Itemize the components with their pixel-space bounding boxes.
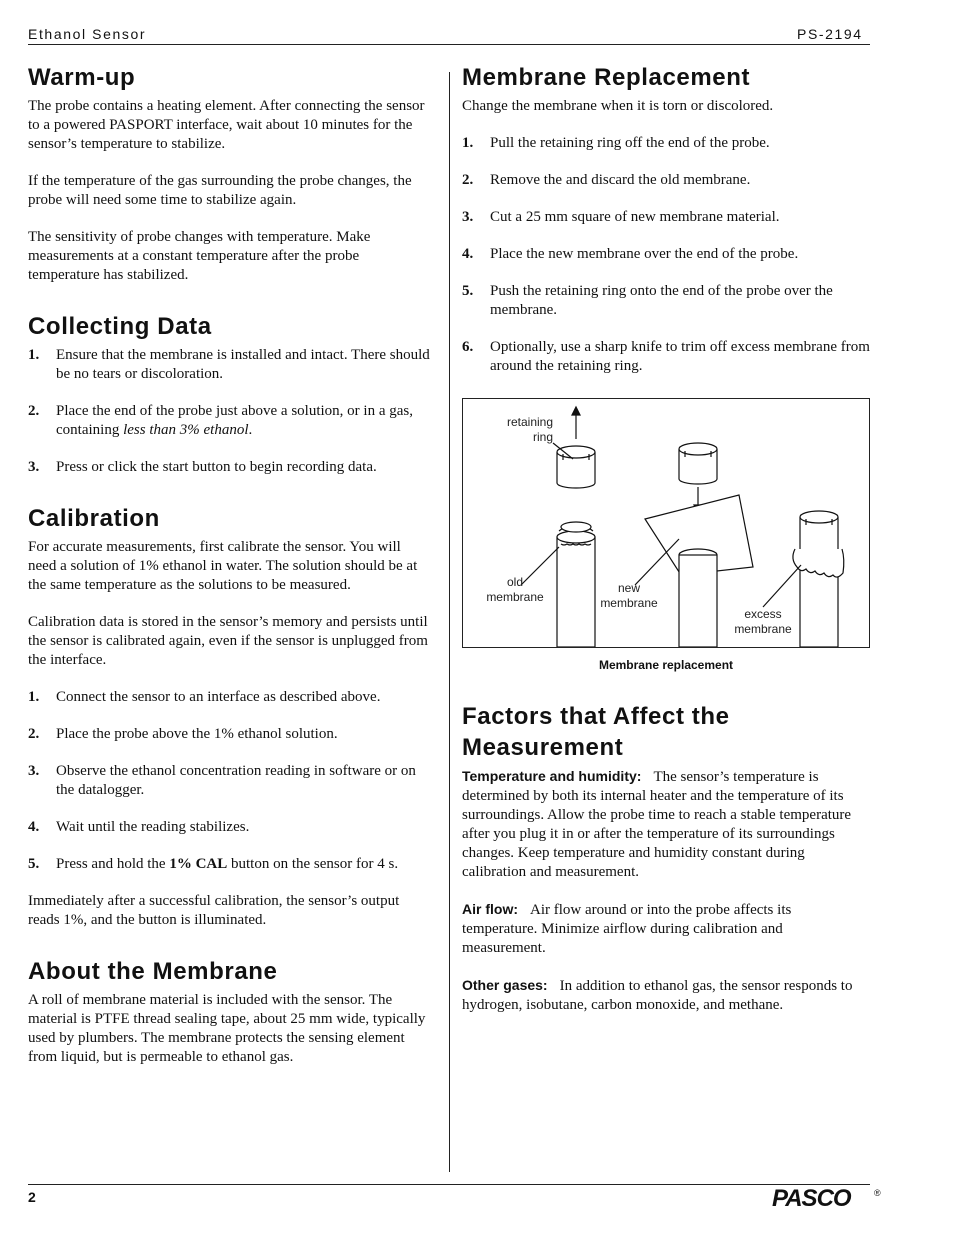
page-number: 2 <box>28 1189 36 1205</box>
label-excess-membrane: excess membrane <box>734 607 792 636</box>
membrane-heading: About the Membrane <box>28 958 278 985</box>
right-column <box>462 62 870 1033</box>
svg-text:®: ® <box>874 1188 881 1198</box>
list-item: 2. Place the end of the probe just above a solution, or in a gas, containing less than 3% ethanol. <box>28 403 413 438</box>
calibration-paragraph: Calibration data is stored in the sensor’s memory and persists until the sensor is calibrated again, even if the sensor is unplugged from the interface. <box>28 614 428 668</box>
warmup-section <box>28 62 432 285</box>
calibration-steps <box>28 688 432 874</box>
list-item: 1. Pull the retaining ring off the end of the probe. <box>462 135 770 151</box>
membrane-paragraph: A roll of membrane material is included with the sensor. The material is PTFE thread sealing tape, about 25 mm wide, typically used by plumbers. The membrane protects the sensing element from liquid, but is permeable to ethanol gas. <box>28 992 426 1065</box>
factors-heading: Factors that Affect the Measurement <box>462 703 730 761</box>
replacement-steps <box>462 134 870 376</box>
list-item: 3. Observe the ethanol concentration reading in software or on the datalogger. <box>28 763 416 798</box>
calibration-section <box>28 503 432 930</box>
list-item: 2. Place the probe above the 1% ethanol solution. <box>28 726 338 742</box>
warmup-paragraph: The probe contains a heating element. After connecting the sensor to a powered PASPORT interface, wait about 10 minutes for the sensor’s temperature to stabilize. <box>28 98 425 152</box>
list-item: 3. Cut a 25 mm square of new membrane material. <box>462 209 780 225</box>
list-item: 1. Ensure that the membrane is installed and intact. There should be no tears or discoloration. <box>28 347 430 382</box>
label-old-membrane: old membrane <box>486 575 544 604</box>
label-new-membrane: new membrane <box>600 581 658 610</box>
header-title: Ethanol Sensor <box>28 26 147 42</box>
label-retaining-ring: retaining ring <box>506 415 553 444</box>
list-item: 2. Remove the and discard the old membrane. <box>462 172 751 188</box>
factors-section <box>462 701 870 1015</box>
replacement-heading: Membrane Replacement <box>462 64 751 91</box>
replacement-section <box>462 62 870 376</box>
membrane-figure <box>462 398 870 648</box>
collecting-steps <box>28 346 432 477</box>
header-rule <box>28 44 870 45</box>
list-item: 4. Place the new membrane over the end of the probe. <box>462 246 799 262</box>
column-divider <box>449 72 450 1172</box>
calibration-paragraph: For accurate measurements, first calibrate the sensor. You will need a solution of 1% ethanol in water. The solution should be at the same temperature as the solutions to be measured. <box>28 539 418 593</box>
list-item: 6. Optionally, use a sharp knife to trim off excess membrane from around the retaining ring. <box>462 339 870 374</box>
figure-caption: Membrane replacement <box>598 658 734 672</box>
factor-item: Air flow: Air flow around or into the probe affects its temperature. Minimize airflow during calibration and measurement. <box>462 901 792 956</box>
list-item: 1. Connect the sensor to an interface as described above. <box>28 689 381 705</box>
factor-item: Other gases: In addition to ethanol gas, the sensor responds to hydrogen, isobutane, carbon monoxide, and methane. <box>462 977 853 1013</box>
left-column <box>28 62 432 1085</box>
collecting-heading: Collecting Data <box>28 313 212 340</box>
pasco-logo <box>770 1184 890 1219</box>
header-model: PS-2194 <box>797 26 863 42</box>
svg-text:PASCO: PASCO <box>772 1185 851 1212</box>
collecting-section <box>28 311 432 477</box>
warmup-heading: Warm-up <box>28 64 136 91</box>
calibration-after: Immediately after a successful calibration, the sensor’s output reads 1%, and the button is illuminated. <box>28 893 400 928</box>
warmup-paragraph: The sensitivity of probe changes with temperature. Make measurements at a constant temperature after the probe temperature has stabilized. <box>28 229 371 283</box>
replacement-intro: Change the membrane when it is torn or discolored. <box>462 98 774 114</box>
list-item: 4. Wait until the reading stabilizes. <box>28 819 250 835</box>
list-item: 5. Push the retaining ring onto the end of the probe over the membrane. <box>462 283 833 318</box>
membrane-section <box>28 956 432 1067</box>
footer-rule <box>28 1184 870 1185</box>
calibration-heading: Calibration <box>28 505 160 532</box>
list-item: 3. Press or click the start button to begin recording data. <box>28 459 377 475</box>
factor-item: Temperature and humidity: The sensor’s temperature is determined by both its internal heater and the temperature of its surroundings. Allow the probe time to reach a stable temperature after you plug it in or after the temperature of its surroundings changes. Keep temperature and humidity constant during calibration and measurement. <box>462 768 852 880</box>
warmup-paragraph: If the temperature of the gas surrounding the probe changes, the probe will need some time to stabilize again. <box>28 173 412 208</box>
list-item: 5. Press and hold the 1% CAL button on the sensor for 4 s. <box>28 856 399 872</box>
